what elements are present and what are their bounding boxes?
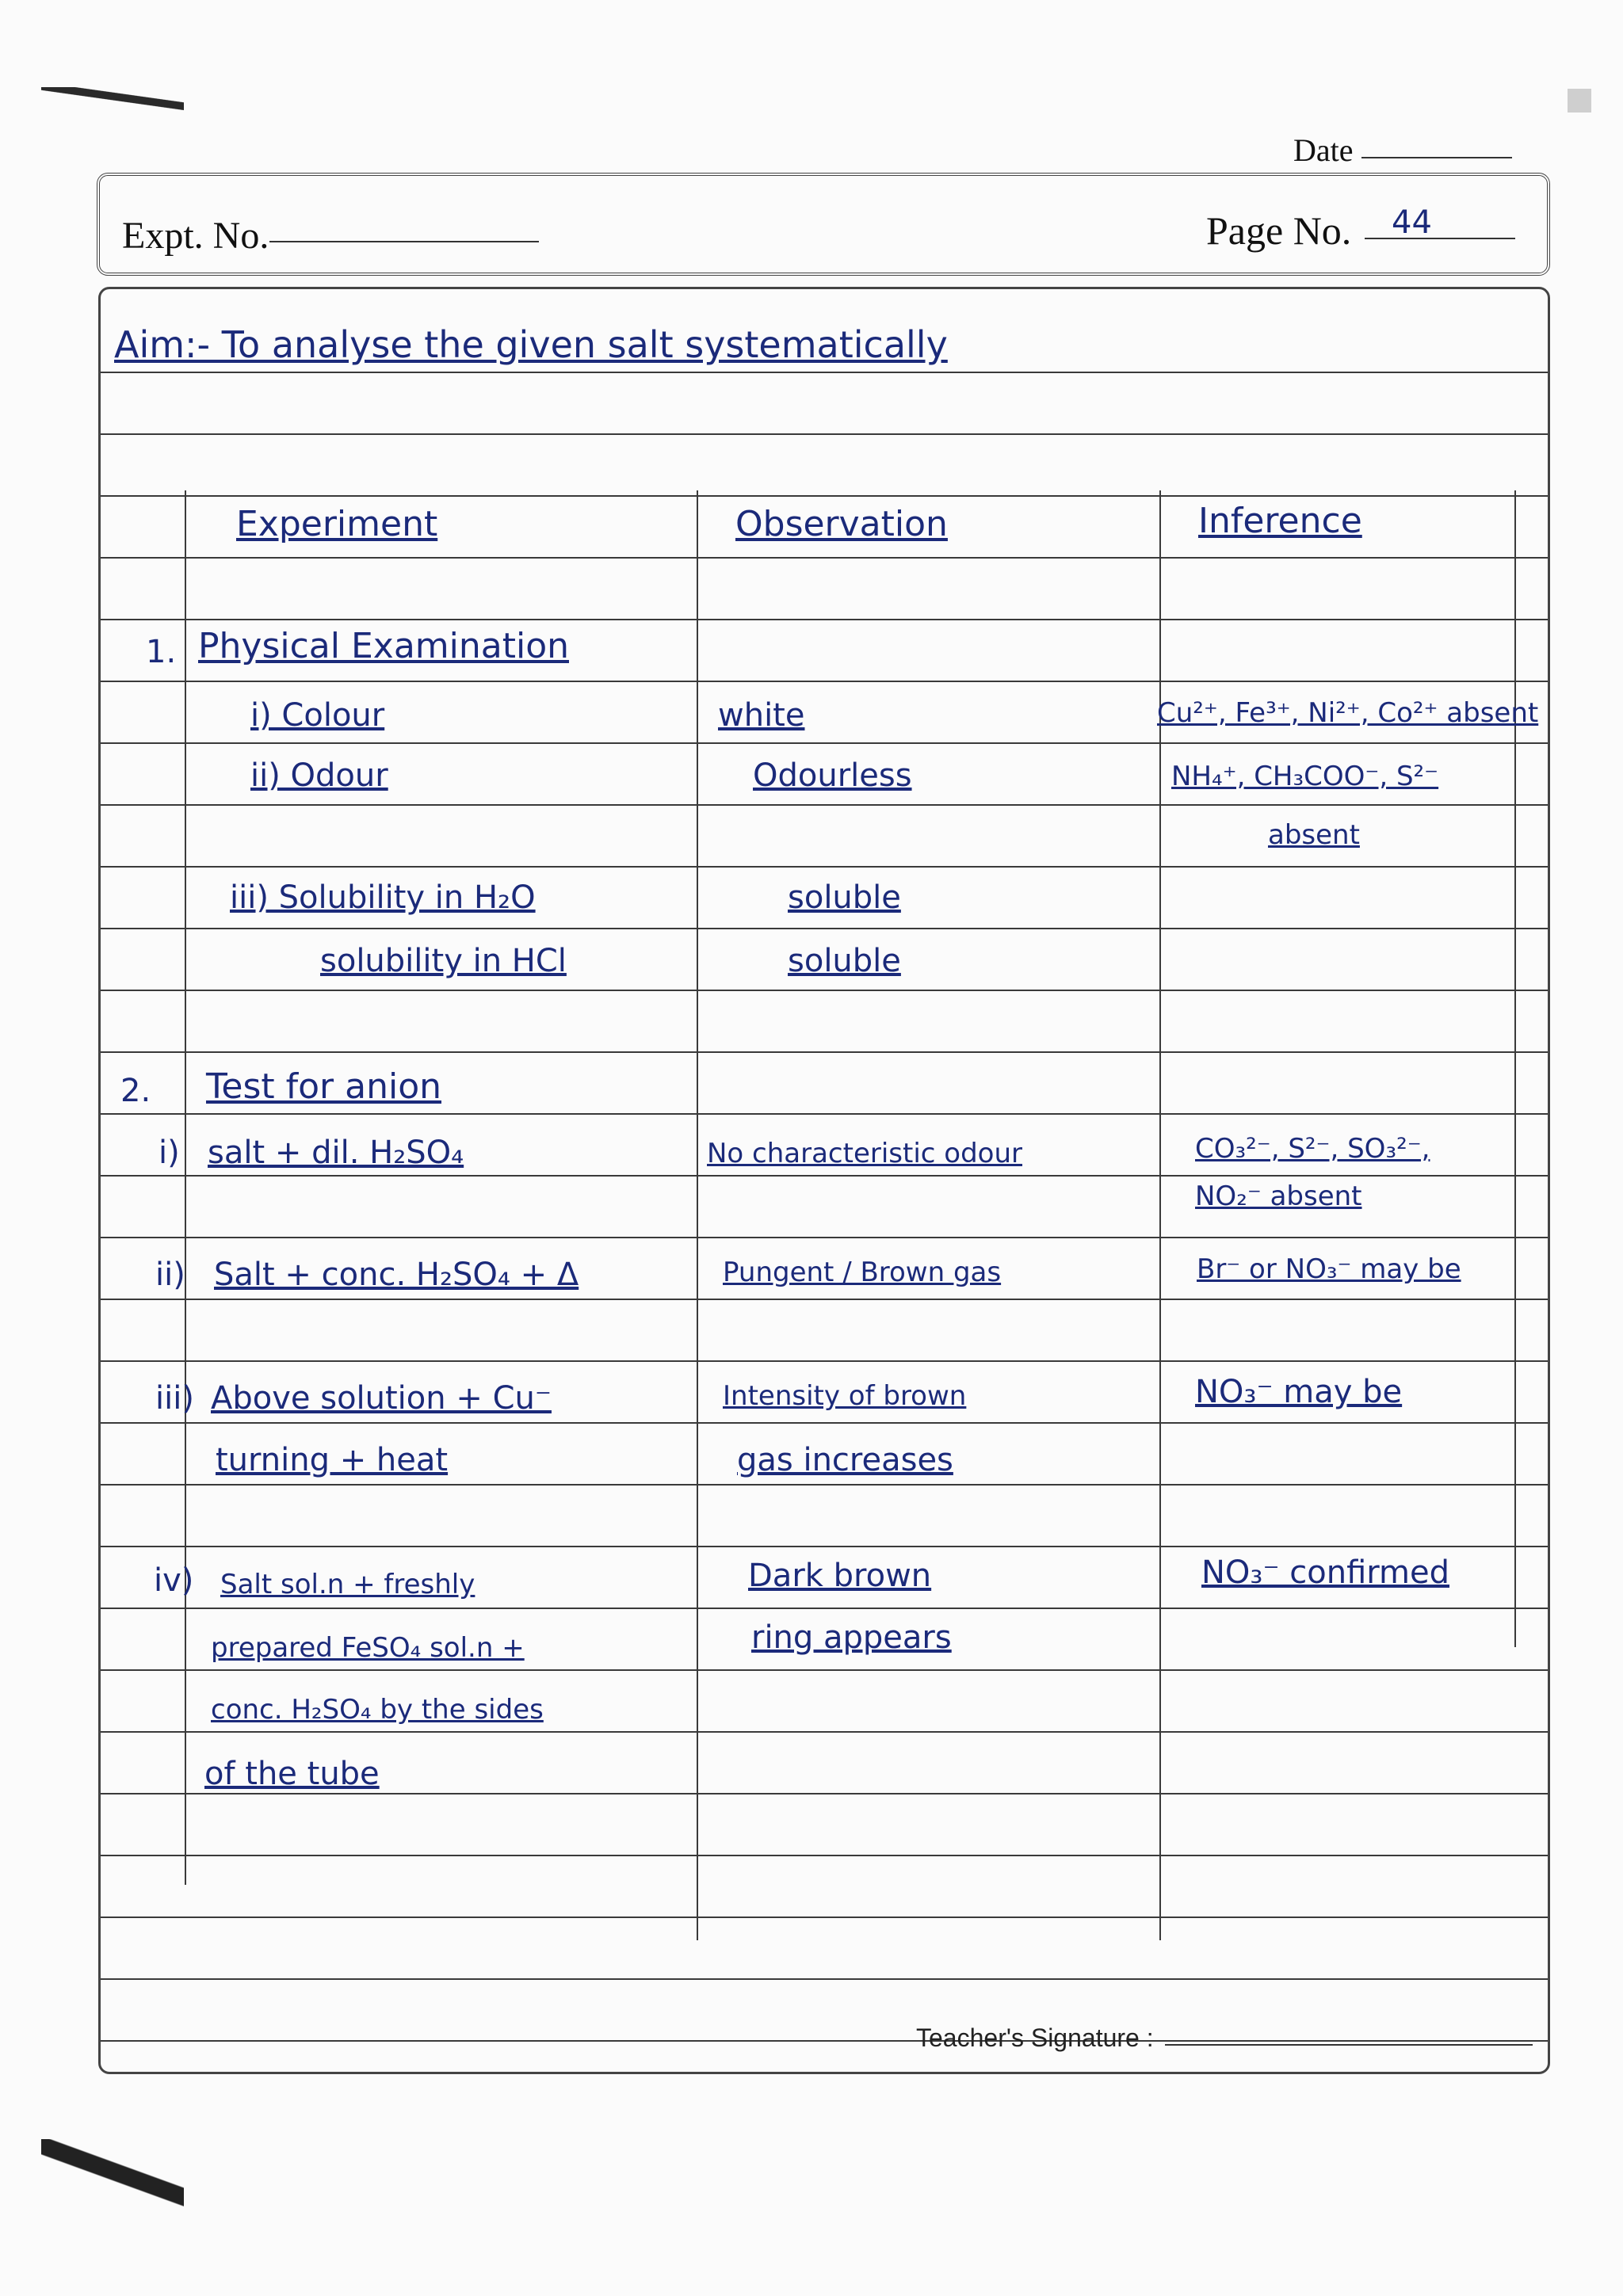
observation-cell: Intensity of brown	[723, 1380, 967, 1412]
observation-cell: soluble	[788, 943, 901, 979]
experiment-cell: solubility in HCl	[320, 943, 567, 979]
experiment-cell: Above solution + Cu⁻	[211, 1380, 552, 1417]
experiment-cell: turning + heat	[216, 1442, 449, 1478]
section-heading: Test for anion	[206, 1066, 441, 1107]
experiment-cell: iii) Solubility in H₂O	[230, 879, 536, 916]
inference-cell: absent	[1268, 819, 1360, 851]
inference-cell: NO₃⁻ confirmed	[1201, 1554, 1449, 1591]
date-field	[1361, 157, 1512, 158]
inference-cell: CO₃²⁻, S²⁻, SO₃²⁻,	[1195, 1133, 1430, 1165]
column-header-observation: Observation	[735, 504, 948, 544]
teacher-signature-label: Teacher's Signature :	[916, 2023, 1154, 2052]
inference-cell: NO₃⁻ may be	[1195, 1374, 1403, 1410]
scan-shadow	[1568, 89, 1591, 113]
inference-cell: Cu²⁺, Fe³⁺, Ni²⁺, Co²⁺ absent	[1157, 697, 1539, 729]
inference-cell: NH₄⁺, CH₃COO⁻, S²⁻	[1171, 761, 1439, 792]
date-label: Date	[1293, 132, 1354, 168]
experiment-cell: of the tube	[204, 1756, 380, 1792]
scan-shadow	[41, 87, 184, 119]
observation-cell: ring appears	[751, 1619, 952, 1656]
row-number: 2.	[120, 1073, 151, 1109]
experiment-cell: salt + dil. H₂SO₄	[208, 1135, 464, 1171]
scan-shadow	[41, 2139, 184, 2210]
row-number: iii)	[155, 1380, 194, 1417]
observation-cell: Odourless	[753, 757, 912, 794]
experiment-cell: Salt + conc. H₂SO₄ + Δ	[214, 1257, 579, 1293]
column-header-experiment: Experiment	[236, 504, 438, 544]
row-number: 1.	[146, 634, 177, 670]
expt-no-field	[269, 241, 539, 242]
observation-cell: Dark brown	[748, 1558, 932, 1594]
observation-cell: white	[718, 697, 805, 734]
row-number: ii)	[155, 1257, 185, 1293]
expt-no-label: Expt. No.	[122, 215, 269, 257]
observation-cell: gas increases	[737, 1442, 953, 1478]
aim-text: Aim:- To analyse the given salt systematically	[114, 323, 948, 366]
experiment-cell: conc. H₂SO₄ by the sides	[211, 1694, 544, 1726]
experiment-cell: ii) Odour	[250, 757, 388, 794]
experiment-cell: prepared FeSO₄ sol.n +	[211, 1632, 525, 1664]
row-number: i)	[158, 1135, 180, 1171]
column-header-inference: Inference	[1198, 501, 1362, 541]
page-no-field	[1365, 238, 1515, 239]
observation-cell: soluble	[788, 879, 901, 916]
section-heading: Physical Examination	[198, 626, 569, 666]
inference-cell: Br⁻ or NO₃⁻ may be	[1197, 1253, 1461, 1285]
teacher-signature-field	[1165, 2044, 1533, 2046]
experiment-cell: Salt sol.n + freshly	[220, 1569, 475, 1600]
experiment-cell: i) Colour	[250, 697, 385, 734]
inference-cell: NO₂⁻ absent	[1195, 1180, 1362, 1212]
observation-cell: No characteristic odour	[707, 1138, 1023, 1169]
page-no-value: 44	[1392, 204, 1432, 241]
row-number: iv)	[154, 1562, 194, 1599]
page-no-label: Page No.	[1206, 208, 1352, 253]
observation-cell: Pungent / Brown gas	[723, 1257, 1002, 1288]
